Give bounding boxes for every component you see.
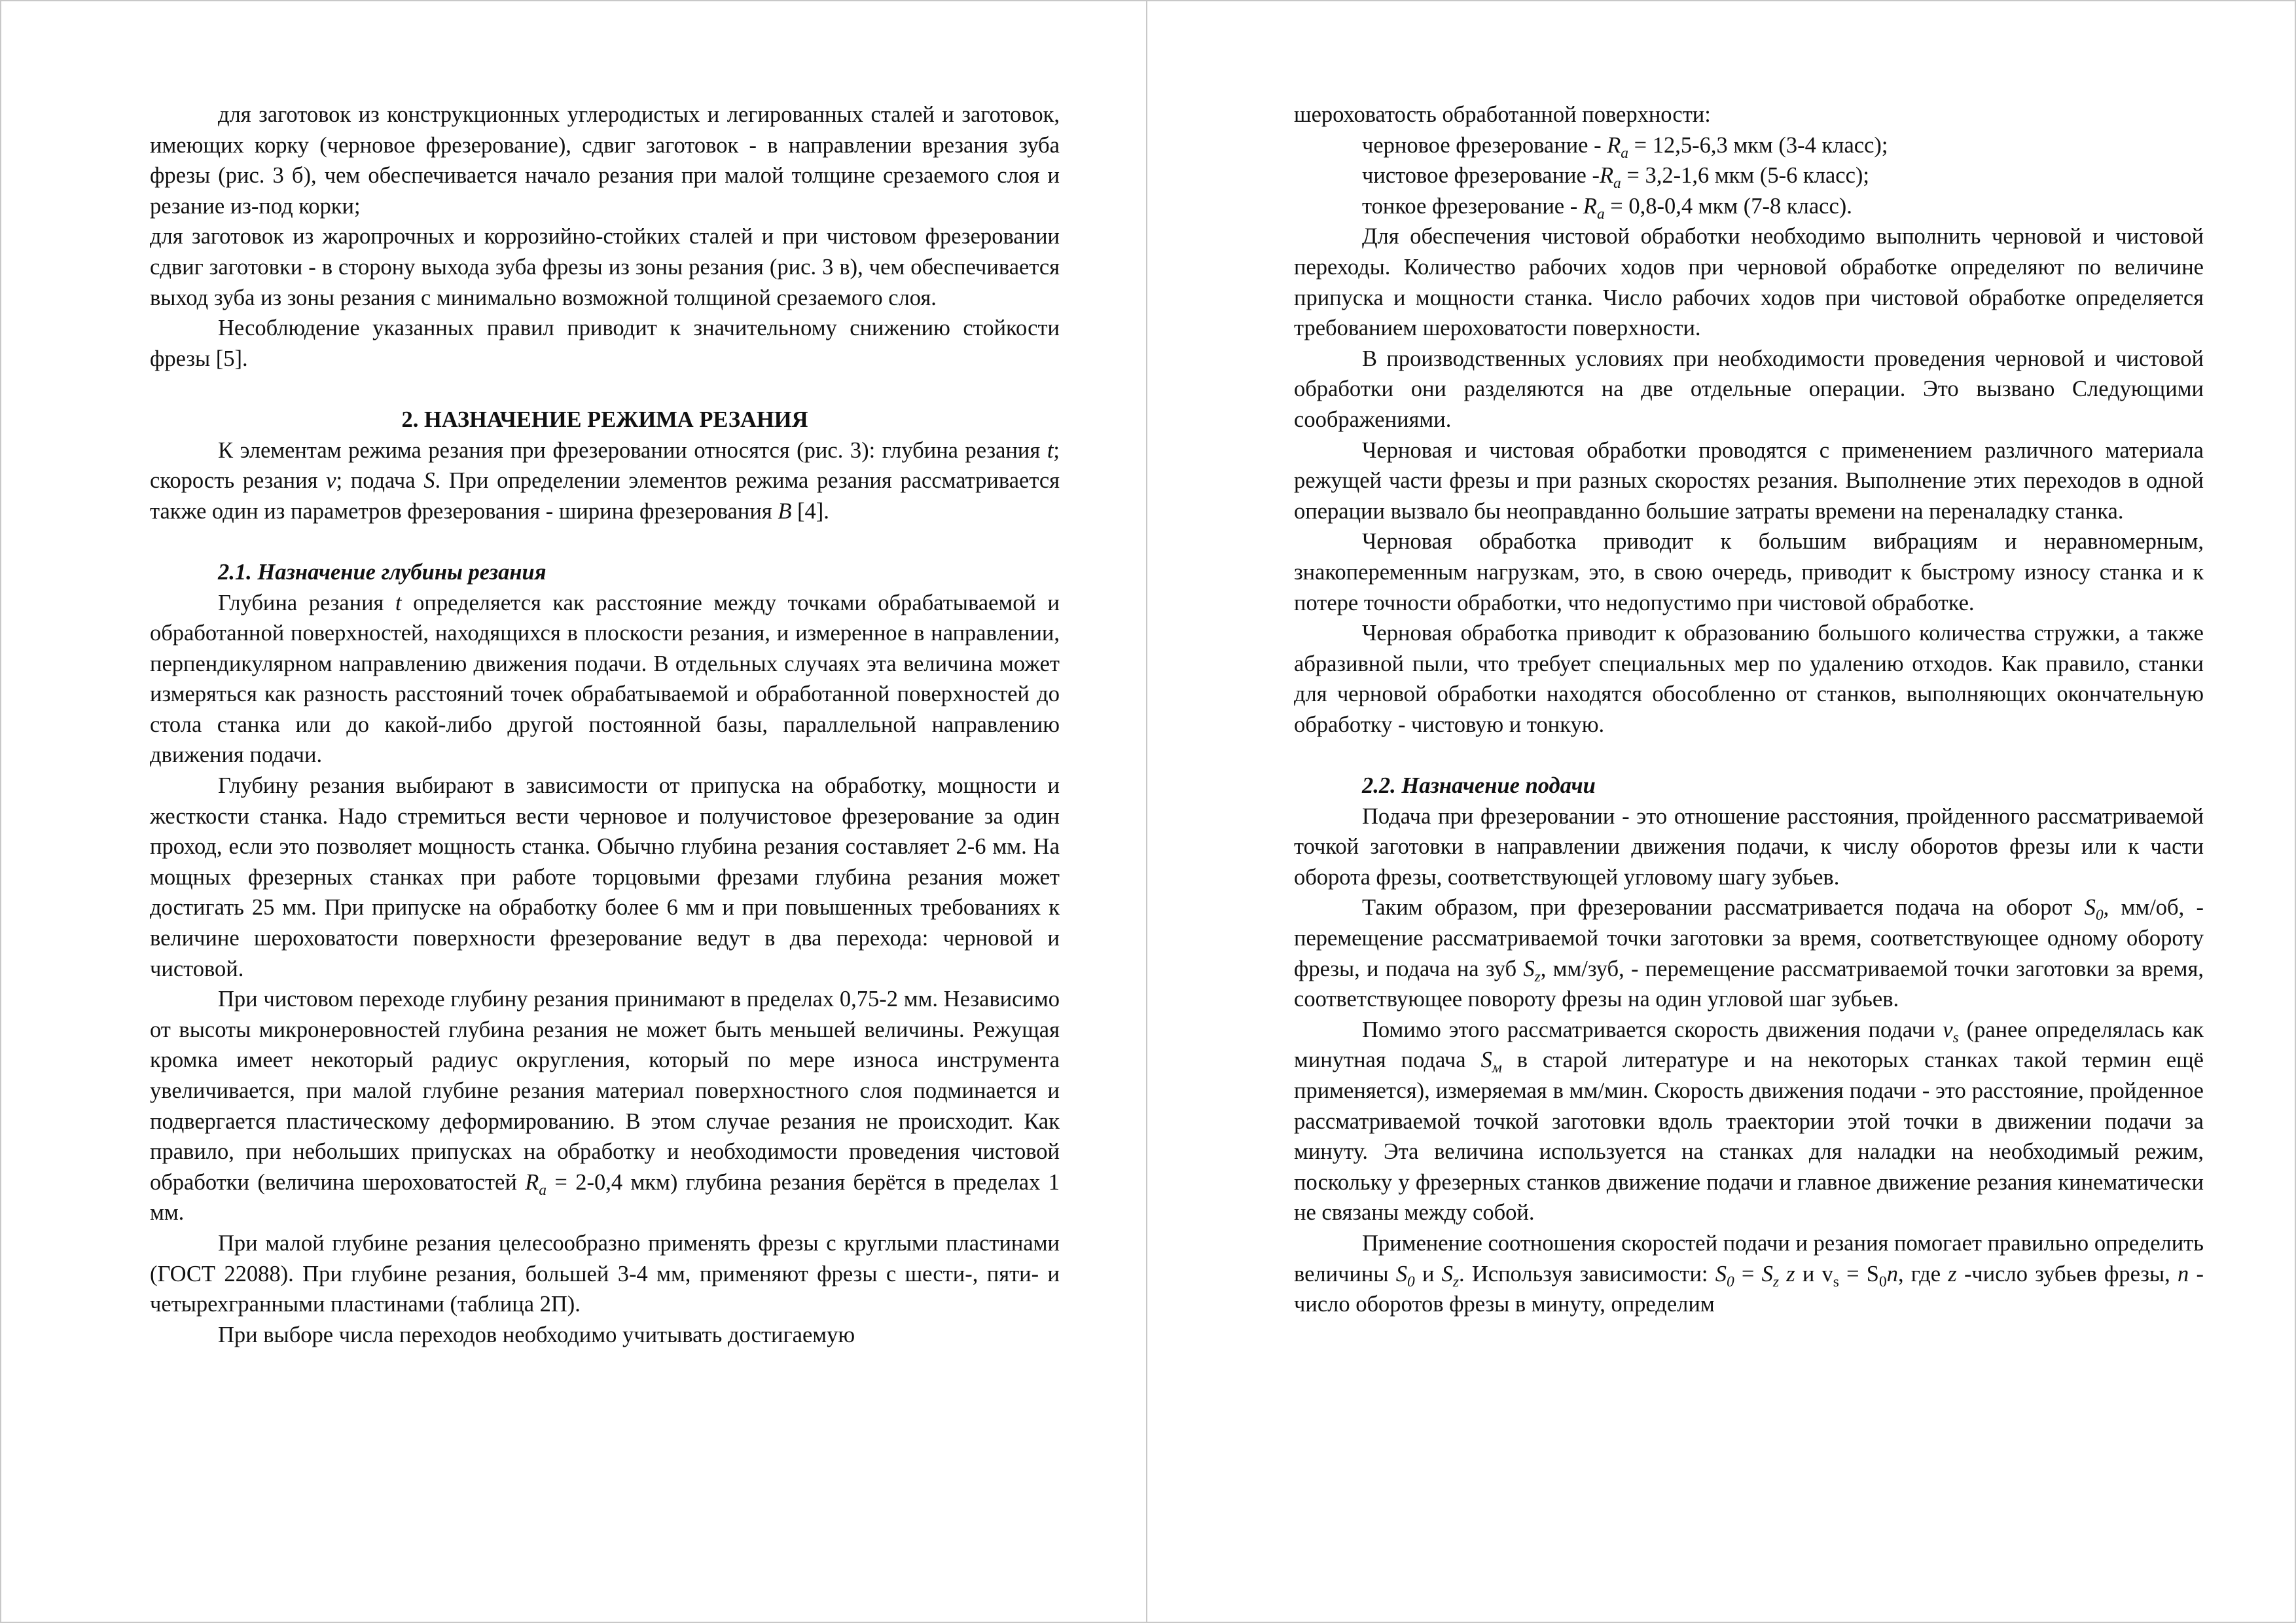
variable-b: B xyxy=(778,498,792,524)
text-run: = 2-0,4 мкм) глубина резания берётся в пределах 1 мм. xyxy=(150,1169,1060,1226)
subsection-heading: 2.1. Назначение глубины резания xyxy=(218,559,547,585)
text-run: ; подача xyxy=(336,468,424,494)
text-run: , мм/об, - перемещение рассматриваемой точки заготовки за время, соответствующее одному обороту фрезы, и подача на зуб xyxy=(1294,895,2204,981)
subscript: s xyxy=(1952,1029,1959,1046)
paragraph: Подача при фрезеровании - это отношение расстояния, пройденного рассматриваемой точкой заготовки в направлении движения подачи, к числу оборотов фрезы или к части оборота фрезы, соответствующей угловому шагу зубьев. xyxy=(1294,803,2204,890)
list-item xyxy=(1294,191,2204,222)
variable-s: S xyxy=(423,468,435,494)
paragraph xyxy=(1294,892,2204,1014)
text-run: и xyxy=(1414,1261,1442,1286)
text-run: - число оборотов фрезы в минуту, определим xyxy=(1294,1261,2204,1317)
subscript: 0 xyxy=(1878,1273,1887,1290)
list-item xyxy=(1294,130,2204,161)
paragraph xyxy=(1294,1015,2204,1228)
text-run: тонкое фрезерование - xyxy=(1362,193,1583,219)
paragraph xyxy=(150,984,1060,1228)
text-run: -число зубьев фрезы, xyxy=(1956,1261,2178,1286)
variable-s: S xyxy=(1761,1261,1773,1286)
subscript: z xyxy=(1534,968,1541,985)
text-run: определяется как расстояние между точками обрабатываемой и обработанной поверхностей, находящихся в плоскости резания, и измеренное в направлении, перпендикулярном направлению движения подачи. В отдельных случаях эта величина может измеряться как разность расстояний точек обрабатываемой и обработанной поверхностей до стола станка или до какой-либо другой постоянной базы, параллельной направлению движения подачи. xyxy=(150,590,1060,768)
variable-t: t xyxy=(395,590,402,615)
paragraph: Черновая обработка приводит к большим вибрациям и неравномерным, знакопеременным нагрузкам, это, в свою очередь, приводит к быстрому износу станка и к потере точности обработки, что недопустимо при чистовой обработке. xyxy=(1294,529,2204,615)
text-run: К элементам режима резания при фрезеровании относятся (рис. 3): глубина резания xyxy=(218,437,1047,463)
variable-v: v xyxy=(326,468,336,494)
text-run: = xyxy=(1734,1261,1762,1286)
subscript: 0 xyxy=(1407,1273,1415,1290)
variable-n: n xyxy=(1886,1261,1898,1286)
text-run: . При определении элементов режима резания рассматривается также один из параметров фрезерования - ширина фрезерования xyxy=(150,468,1060,524)
variable-s: S xyxy=(1523,956,1535,981)
text-run: [4]. xyxy=(791,498,829,524)
paragraph xyxy=(150,588,1060,771)
paragraph xyxy=(150,435,1060,527)
text-run: , мм/зуб, - перемещение рассматриваемой точки заготовки за время, соответствующее повороту фрезы на один угловой шаг зубьев. xyxy=(1294,956,2204,1012)
text-run: (ранее определялась как минутная подача xyxy=(1294,1017,2204,1073)
subscript: 0 xyxy=(1726,1273,1734,1290)
spacer xyxy=(1294,740,2204,771)
variable-r: R xyxy=(525,1169,539,1195)
subscript: a xyxy=(1613,175,1621,192)
text-run: , где xyxy=(1897,1261,1948,1286)
paragraph xyxy=(1294,1228,2204,1320)
variable-v: v xyxy=(1943,1017,1953,1042)
variable-s: S xyxy=(2084,895,2096,921)
text-run: При чистовом переходе глубину резания принимают в пределах 0,75-2 мм. Независимо от высоты микронеровностей глубина резания не может быть меньшей величины. Режущая кромка имеет некоторый радиус округления, который по мере износа инструмента увеличивается, при малой глубине резания материал поверхностного слоя подминается и подвергается пластическому деформированию. В этом случае резания не происходит. Как правило, при небольших припусках на обработку и необходимости проведения чистовой обработки (величина шероховатостей xyxy=(150,987,1060,1195)
text-run: чистовое фрезерование - xyxy=(1362,163,1600,189)
variable-s: S xyxy=(1395,1261,1407,1286)
text-run: . Используя зависимости: xyxy=(1459,1261,1715,1286)
paragraph: Несоблюдение указанных правил приводит к значительному снижению стойкости фрезы [5]. xyxy=(150,316,1060,371)
variable-s: S xyxy=(1441,1261,1453,1286)
spacer xyxy=(150,374,1060,405)
text-run: в старой литературе и на некоторых станках такой термин ещё применяется), измеряемая в мм/мин. Скорость движения подачи - это расстояние, пройденное рассматриваемой точкой заготовки вдоль траектории этой точки в движении подачи за минуту. Эта величина используется на станках для наладки на необходимый режим, поскольку у фрезерных станков движение подачи и главное движение резания кинематически не связаны между собой. xyxy=(1294,1048,2204,1226)
subscript: 0 xyxy=(2095,907,2104,924)
subscript: a xyxy=(1621,144,1629,162)
text-run: Применение соотношения скоростей подачи и резания помогает правильно определить величины xyxy=(1294,1230,2204,1286)
text-run: Помимо этого рассматривается скорость движения подачи xyxy=(1362,1017,1943,1042)
text-run: Глубина резания xyxy=(218,590,395,615)
text-run: и v xyxy=(1795,1261,1833,1286)
paragraph: Для обеспечения чистовой обработки необходимо выполнить черновой и чистовой переходы. Количество рабочих ходов при черновой обработке определяют по величине припуска и мощности станка. Число рабочих ходов при чистовой обработке определяется требованием шероховатости поверхности. xyxy=(1294,224,2204,341)
paragraph: шероховатость обработанной поверхности: xyxy=(1294,102,1711,127)
variable-s: S xyxy=(1715,1261,1727,1286)
spacer xyxy=(150,526,1060,557)
left-page xyxy=(0,0,1147,1623)
subscript: z xyxy=(1772,1273,1779,1290)
paragraph: Глубину резания выбирают в зависимости от припуска на обработку, мощности и жесткости станка. Надо стремиться вести черновое и получистовое фрезерование за один проход, если это позволяет мощность станка. Обычно глубина резания составляет 2-6 мм. На мощных фрезерных станках при работе торцовыми фрезами глубина резания может достигать 25 мм. При припуске на обработку более 6 мм и при повышенных требованиях к величине шероховатости поверхности фрезерование ведут в два перехода: черновой и чистовой. xyxy=(150,773,1060,981)
section-heading: 2. НАЗНАЧЕНИЕ РЕЖИМА РЕЗАНИЯ xyxy=(401,407,808,432)
subscript: a xyxy=(539,1181,547,1199)
paragraph: для заготовок из жаропрочных и коррозийно-стойких сталей и при чистовом фрезеровании сдвиг заготовки - в сторону выхода зуба фрезы из зоны резания (рис. 3 в), чем обеспечивается выход зуба из зоны резания с минимально возможной толщиной срезаемого слоя. xyxy=(150,224,1060,310)
text-run: ; скорость резания xyxy=(150,437,1060,494)
variable-t: t xyxy=(1047,437,1054,463)
subscript: a xyxy=(1596,205,1605,223)
subscript: м xyxy=(1492,1059,1502,1077)
text-run xyxy=(1779,1262,1786,1286)
variable-r: R xyxy=(1583,193,1597,219)
text-run: = S xyxy=(1839,1261,1879,1286)
paragraph: При малой глубине резания целесообразно применять фрезы с круглыми пластинами (ГОСТ 22088). При глубине резания, большей 3-4 мм, применяют фрезы с шести-, пяти- и четырехгранными пластинами (таблица 2П). xyxy=(150,1230,1060,1317)
right-text-column xyxy=(1294,100,2204,1320)
subscript: z xyxy=(1452,1273,1460,1290)
subscript: s xyxy=(1833,1273,1839,1290)
text-run: Таким образом, при фрезеровании рассматривается подача на оборот xyxy=(1362,895,2085,921)
text-run: = 3,2-1,6 мкм (5-6 класс); xyxy=(1621,163,1869,189)
variable-s: S xyxy=(1480,1048,1492,1073)
subsection-heading: 2.2. Назначение подачи xyxy=(1362,773,1596,799)
paragraph: В производственных условиях при необходимости проведения черновой и чистовой обработки они разделяются на две отдельные операции. Это вызвано Следующими соображениями. xyxy=(1294,346,2204,432)
text-run: = 0,8-0,4 мкм (7-8 класс). xyxy=(1604,193,1852,219)
left-text-column xyxy=(150,100,1060,1350)
variable-r: R xyxy=(1599,163,1614,189)
paragraph: Черновая и чистовая обработки проводятся с применением различного материала режущей части фрезы и при разных скоростях резания. Выполнение этих переходов в одной операции вызвало бы неоправданно большие затраты времени на переналадку станка. xyxy=(1294,437,2204,524)
paragraph: для заготовок из конструкционных углеродистых и легированных сталей и заготовок, имеющих корку (черновое фрезерование), сдвиг заготовок - в направлении врезания зуба фрезы (рис. 3 б), чем обеспечивается начало резания при малой толщине срезаемого слоя и резание из-под корки; xyxy=(150,102,1060,219)
text-run: = 12,5-6,3 мкм (3-4 класс); xyxy=(1628,132,1888,158)
list-item xyxy=(1294,160,2204,191)
right-page xyxy=(1147,0,2296,1623)
text-run: черновое фрезерование - xyxy=(1362,132,1607,158)
paragraph: При выборе числа переходов необходимо учитывать достигаемую xyxy=(218,1322,855,1347)
paragraph: Черновая обработка приводит к образованию большого количества стружки, а также абразивной пыли, что требует специальных мер по удалению отходов. Как правило, станки для черновой обработки находятся обособленно от станков, выполняющих окончательную обработку - чистовую и тонкую. xyxy=(1294,621,2204,737)
variable-r: R xyxy=(1607,132,1621,158)
variable-z: z xyxy=(1948,1261,1957,1286)
variable-n: n xyxy=(2178,1261,2189,1286)
variable-z: z xyxy=(1786,1261,1795,1286)
